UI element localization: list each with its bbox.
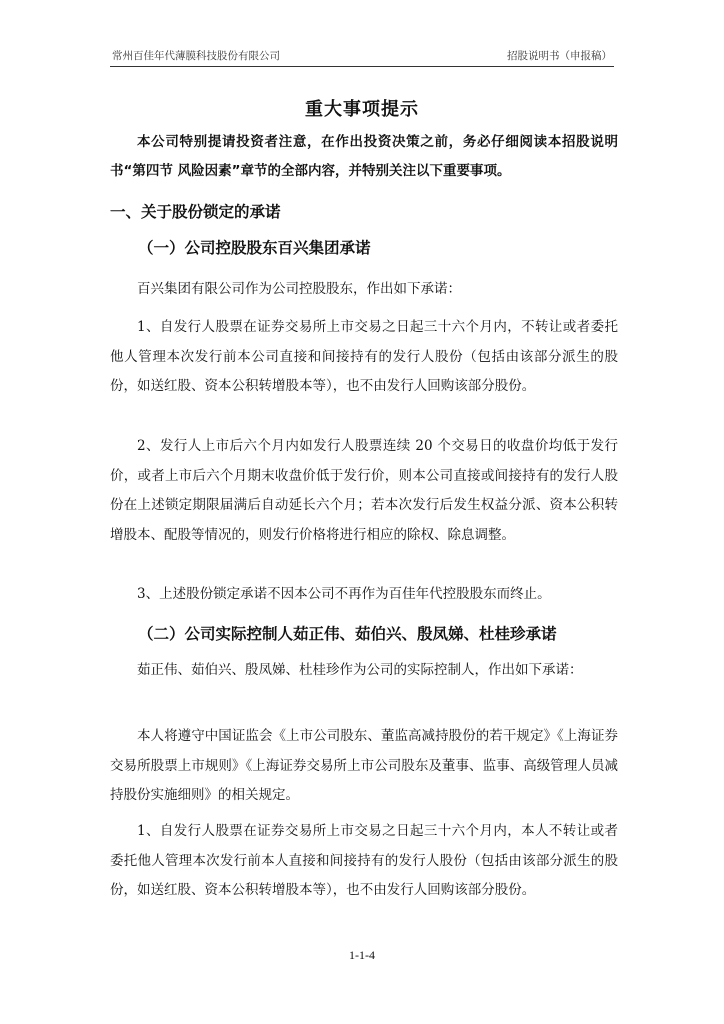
subsection-heading-actual-controllers: （二）公司实际控制人茹正伟、茹伯兴、殷凤娣、杜桂珍承诺 <box>138 625 557 643</box>
header-document-type: 招股说明书（申报稿） <box>507 50 612 62</box>
page-header <box>110 48 614 67</box>
paragraph-actual-controllers-lead: 茹正伟、茹伯兴、殷凤娣、杜桂珍作为公司的实际控制人，作出如下承诺： <box>137 662 583 678</box>
page-number: 1-1-4 <box>349 948 375 962</box>
paragraph-commitment-2: 2、发行人上市后六个月内如发行人股票连续 20 个交易日的收盘价均低于发行价，或者上市后六个月期末收盘价低于发行价，则本公司直接或间接持有的发行人股份在上述锁定期限届满后自动延长六个月；若本次发行后发生权益分派、资本公积转增股本、配股等情况的，则发行价格将进行相应的除权、除息调整。 <box>110 438 618 543</box>
section-heading-share-lockup: 一、关于股份锁定的承诺 <box>110 203 281 221</box>
paragraph-regulation-statement: 本人将遵守中国证监会《上市公司股东、董监高减持股份的若干规定》《上海证券交易所股票上市规则》《上海证券交易所上市公司股东及董事、监事、高级管理人员减持股份实施细则》的相关规定。 <box>110 728 618 803</box>
paragraph-commitment-3: 3、上述股份锁定承诺不因本公司不再作为百佳年代控股股东而终止。 <box>137 586 551 602</box>
paragraph-controlling-shareholder-lead: 百兴集团有限公司作为公司控股股东，作出如下承诺： <box>137 281 461 297</box>
page-title: 重大事项提示 <box>305 99 419 120</box>
intro-notice: 本公司特别提请投资者注意，在作出投资决策之前，务必仔细阅读本招股说明书“第四节 风险因素”章节的全部内容，并特别关注以下重要事项。 <box>110 134 618 179</box>
subsection-heading-controlling-shareholder: （一）公司控股股东百兴集团承诺 <box>138 239 371 257</box>
header-company-name: 常州百佳年代薄膜科技股份有限公司 <box>112 50 280 62</box>
paragraph-controller-commitment-1: 1、自发行人股票在证券交易所上市交易之日起三十六个月内，本人不转让或者委托他人管理本次发行前本人直接和间接持有的发行人股份（包括由该部分派生的股份，如送红股、资本公积转增股本等），也不由发行人回购该部分股份。 <box>110 823 618 898</box>
paragraph-commitment-1: 1、自发行人股票在证券交易所上市交易之日起三十六个月内，不转让或者委托他人管理本次发行前本公司直接和间接持有的发行人股份（包括由该部分派生的股份，如送红股、资本公积转增股本等），也不由发行人回购该部分股份。 <box>110 319 618 394</box>
